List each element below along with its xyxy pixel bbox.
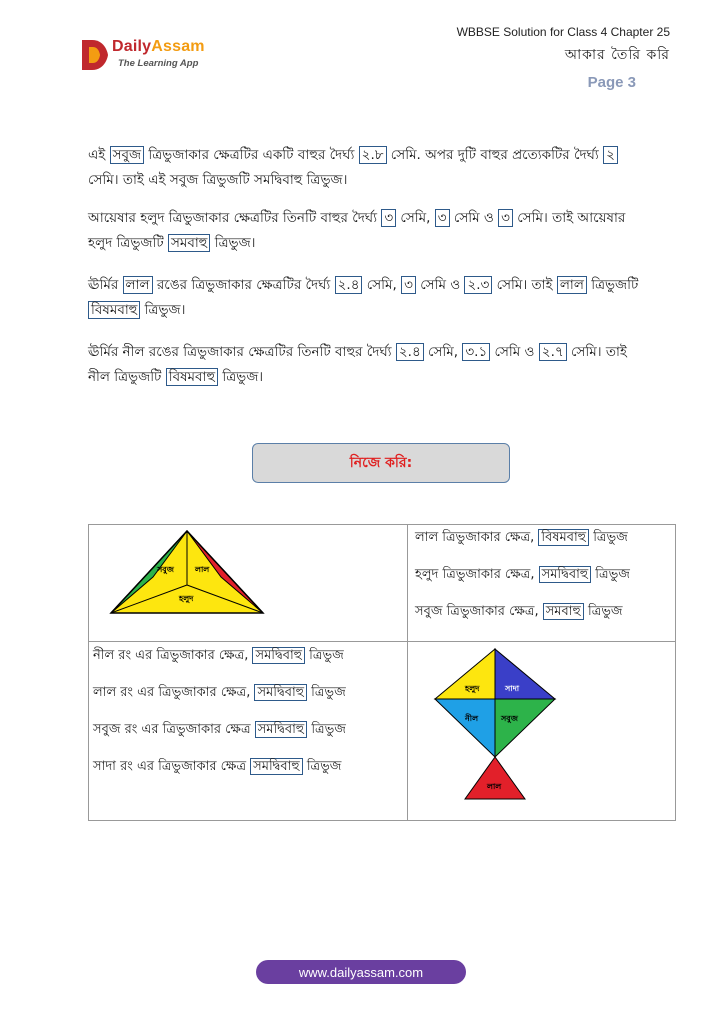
kite-blue-piece bbox=[495, 649, 555, 699]
table-divider-vertical bbox=[407, 525, 408, 820]
answer-box: ২.৪ bbox=[396, 343, 424, 361]
answer-box: ২.৩ bbox=[464, 276, 492, 294]
kite-cyan-piece bbox=[435, 699, 495, 757]
label-green: সবুজ bbox=[157, 565, 174, 574]
answer-box: সমবাহু bbox=[168, 234, 210, 252]
kite-red-tail bbox=[465, 757, 525, 799]
answer-box: ৩ bbox=[401, 276, 416, 294]
table-divider-horizontal bbox=[89, 641, 675, 642]
answer-box: ২ bbox=[603, 146, 618, 164]
answer-box: ৩ bbox=[435, 209, 450, 227]
kite-label-red: লাল bbox=[487, 782, 502, 791]
answer-box: ২.৪ bbox=[335, 276, 363, 294]
page-label: Page 3 bbox=[587, 74, 636, 91]
kite-label-yellow: হলুদ bbox=[465, 684, 480, 693]
answer-box: ২.৭ bbox=[539, 343, 567, 361]
paragraph-1: এই সবুজ ত্রিভুজাকার ক্ষেত্রটির একটি বাহুর দৈর্ঘ্য ২.৮ সেমি. অপর দুটি বাহুর প্রত্যেকটির দৈর্ঘ্য ২ সেমি। তাই এই সবুজ ত্রিভুজটি সমদ্বিবাহু ত্রিভুজ। bbox=[88, 143, 648, 193]
logo-subtitle: The Learning App bbox=[118, 58, 199, 69]
logo-d-icon bbox=[80, 38, 110, 72]
answer-box: সবুজ bbox=[110, 146, 145, 164]
triangle-figure bbox=[109, 529, 265, 617]
kite-label-cyan: নীল bbox=[465, 714, 479, 723]
label-red: লাল bbox=[195, 565, 210, 574]
paragraph-2: আয়েষার হলুদ ত্রিভুজাকার ক্ষেত্রটির তিনটি বাহুর দৈর্ঘ্য ৩ সেমি, ৩ সেমি ও ৩ সেমি। তাই আয়েষার হলুদ ত্রিভুজটি সমবাহু ত্রিভুজ। bbox=[88, 210, 626, 251]
list-item: সবুজ ত্রিভুজাকার ক্ষেত্র, সমবাহু ত্রিভুজ bbox=[415, 604, 623, 619]
list-item: হলুদ ত্রিভুজাকার ক্ষেত্র, সমদ্বিবাহু ত্রিভুজ bbox=[415, 567, 630, 582]
kite-green-piece bbox=[495, 699, 555, 757]
dailyassam-logo bbox=[80, 38, 230, 78]
footer-url[interactable]: www.dailyassam.com bbox=[298, 964, 424, 980]
activity-table bbox=[88, 524, 676, 821]
list-item: সাদা রং এর ত্রিভুজাকার ক্ষেত্র সমদ্বিবাহু ত্রিভুজ bbox=[93, 759, 342, 774]
answer-box: বিষমবাহু bbox=[538, 529, 589, 546]
chapter-title: আকার তৈরি করি bbox=[564, 47, 670, 63]
answer-box: ৩.১ bbox=[462, 343, 490, 361]
answer-box: লাল bbox=[557, 276, 587, 294]
answer-box: সমদ্বিবাহু bbox=[255, 721, 308, 738]
header-titles bbox=[457, 25, 670, 67]
answer-box: সমবাহু bbox=[543, 603, 584, 620]
answer-box: ২.৮ bbox=[359, 146, 387, 164]
answer-box: সমদ্বিবাহু bbox=[250, 758, 303, 775]
answer-box: ৩ bbox=[498, 209, 513, 227]
list-item: লাল ত্রিভুজাকার ক্ষেত্র, বিষমবাহু ত্রিভুজ bbox=[415, 530, 628, 545]
answer-box: লাল bbox=[123, 276, 153, 294]
list-item: সবুজ রং এর ত্রিভুজাকার ক্ষেত্র সমদ্বিবাহু ত্রিভুজ bbox=[93, 722, 346, 737]
paragraph-4: ঊর্মির নীল রঙের ত্রিভুজাকার ক্ষেত্রটির তিনটি বাহুর দৈর্ঘ্য ২.৪ সেমি, ৩.১ সেমি ও ২.৭ সেমি। তাই নীল ত্রিভুজটি বিষমবাহু ত্রিভুজ। bbox=[88, 344, 627, 385]
answer-box: বিষমবাহু bbox=[88, 301, 140, 319]
bottom-left-cell bbox=[93, 643, 346, 791]
footer-url-pill[interactable] bbox=[256, 960, 466, 984]
kite-label-blue: সাদা bbox=[505, 684, 520, 693]
top-right-cell bbox=[415, 525, 630, 636]
series-title: WBBSE Solution for Class 4 Chapter 25 bbox=[456, 25, 670, 39]
answer-box: সমদ্বিবাহু bbox=[539, 566, 592, 583]
list-item: নীল রং এর ত্রিভুজাকার ক্ষেত্র, সমদ্বিবাহু ত্রিভুজ bbox=[93, 648, 344, 663]
label-yellow: হলুদ bbox=[179, 594, 194, 603]
paragraph-3: ঊর্মির লাল রঙের ত্রিভুজাকার ক্ষেত্রটির দৈর্ঘ্য ২.৪ সেমি, ৩ সেমি ও ২.৩ সেমি। তাই লাল ত্রিভুজটি বিষমবাহু ত্রিভুজ। bbox=[88, 277, 639, 318]
answer-box: সমদ্বিবাহু bbox=[254, 684, 307, 701]
logo-title: DailyAssam bbox=[112, 38, 205, 55]
answer-box: সমদ্বিবাহু bbox=[252, 647, 305, 664]
kite-figure bbox=[433, 647, 557, 803]
list-item: লাল রং এর ত্রিভুজাকার ক্ষেত্র, সমদ্বিবাহু ত্রিভুজ bbox=[93, 685, 346, 700]
answer-box: ৩ bbox=[381, 209, 396, 227]
kite-label-green: সবুজ bbox=[501, 714, 518, 723]
nije-kori-heading: নিজে করি: bbox=[252, 443, 510, 483]
answer-box: বিষমবাহু bbox=[166, 368, 218, 386]
